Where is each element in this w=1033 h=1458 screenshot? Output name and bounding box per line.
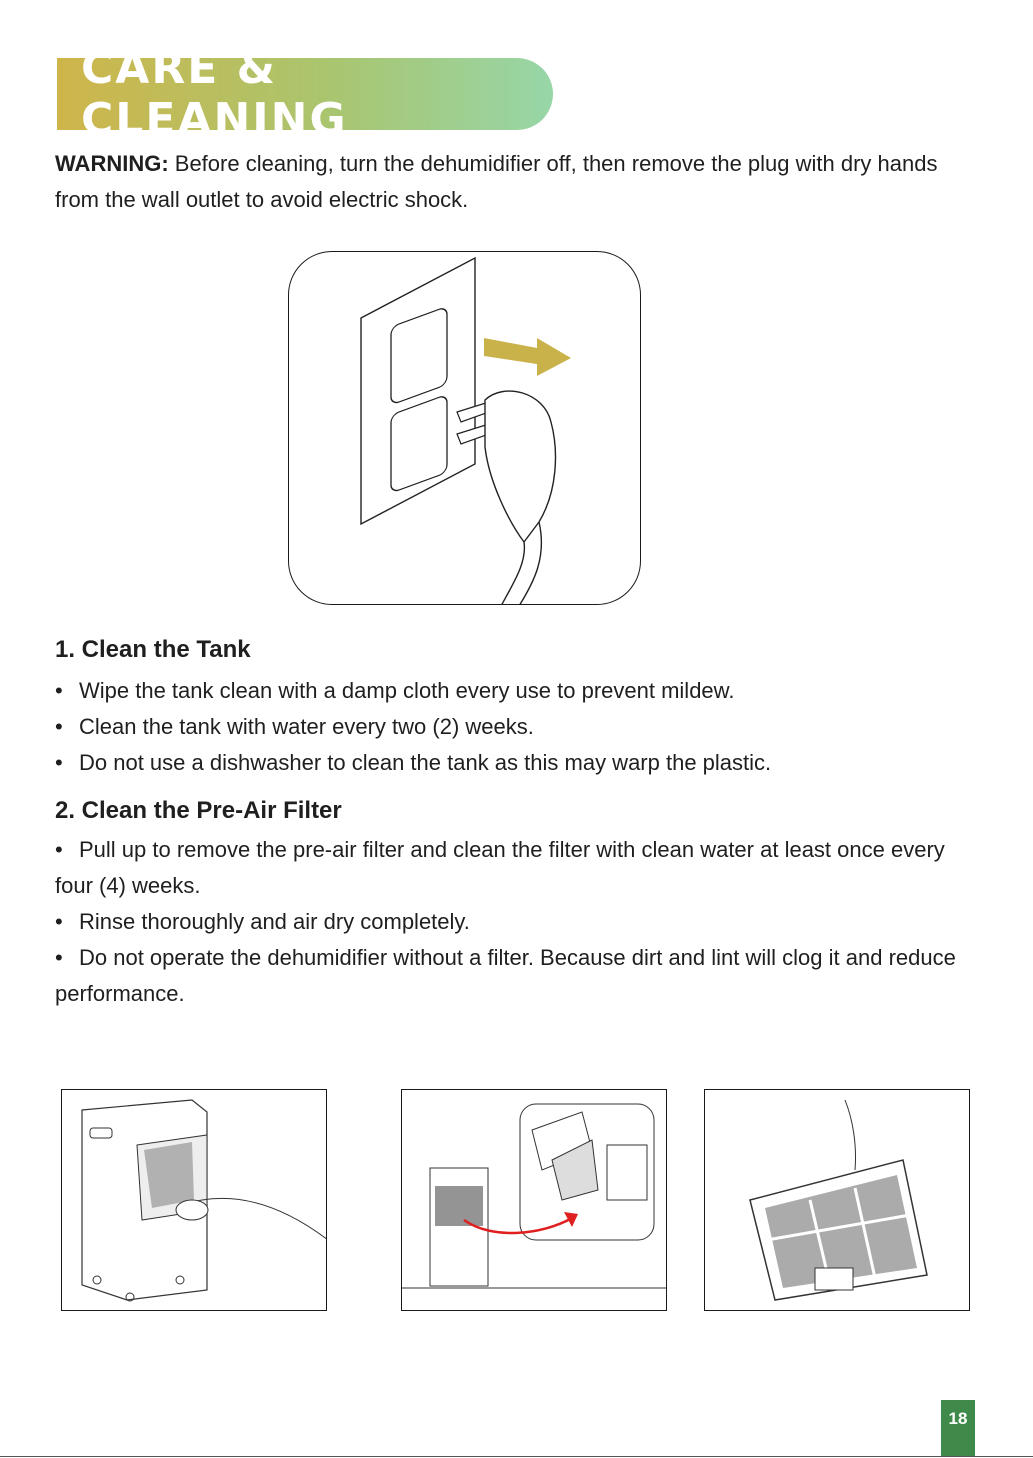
photo-filter-detail — [704, 1089, 970, 1311]
tank-instructions-list — [55, 673, 985, 781]
list-item: • Wipe the tank clean with a damp cloth every use to prevent mildew. — [55, 678, 735, 703]
section-heading-tank: 1. Clean the Tank — [55, 636, 251, 663]
footer-divider — [0, 1456, 1033, 1457]
section-title-banner — [57, 43, 553, 145]
pull-arrow-icon — [484, 338, 571, 376]
warning-text: Before cleaning, turn the dehumidifier off, then remove the plug with dry hands from the wall outlet to avoid electric shock. — [55, 151, 938, 212]
page-number: 18 — [948, 1409, 968, 1428]
list-item: • Rinse thoroughly and air dry completely. — [55, 909, 470, 934]
page-title: CARE & CLEANING — [81, 43, 348, 145]
photo-rinse-filter — [401, 1089, 667, 1311]
list-item: • Do not use a dishwasher to clean the tank as this may warp the plastic. — [55, 750, 772, 775]
filter-instructions-list — [55, 832, 985, 1012]
list-item: • Pull up to remove the pre-air filter and clean the filter with clean water at least once every four (4) weeks. — [55, 837, 945, 898]
warning-paragraph — [55, 146, 985, 218]
list-item: • Do not operate the dehumidifier without a filter. Because dirt and lint will clog it and reduce performance. — [55, 945, 956, 1006]
page-number-badge — [941, 1400, 975, 1456]
section-heading-filter: 2. Clean the Pre-Air Filter — [55, 797, 342, 824]
list-item: • Clean the tank with water every two (2) weeks. — [55, 714, 534, 739]
plug-icon — [485, 391, 555, 542]
warning-label: WARNING: — [55, 151, 169, 176]
photo-remove-filter — [61, 1089, 327, 1311]
unplug-illustration — [288, 251, 641, 605]
wall-outlet-plug-drawing — [289, 252, 641, 605]
